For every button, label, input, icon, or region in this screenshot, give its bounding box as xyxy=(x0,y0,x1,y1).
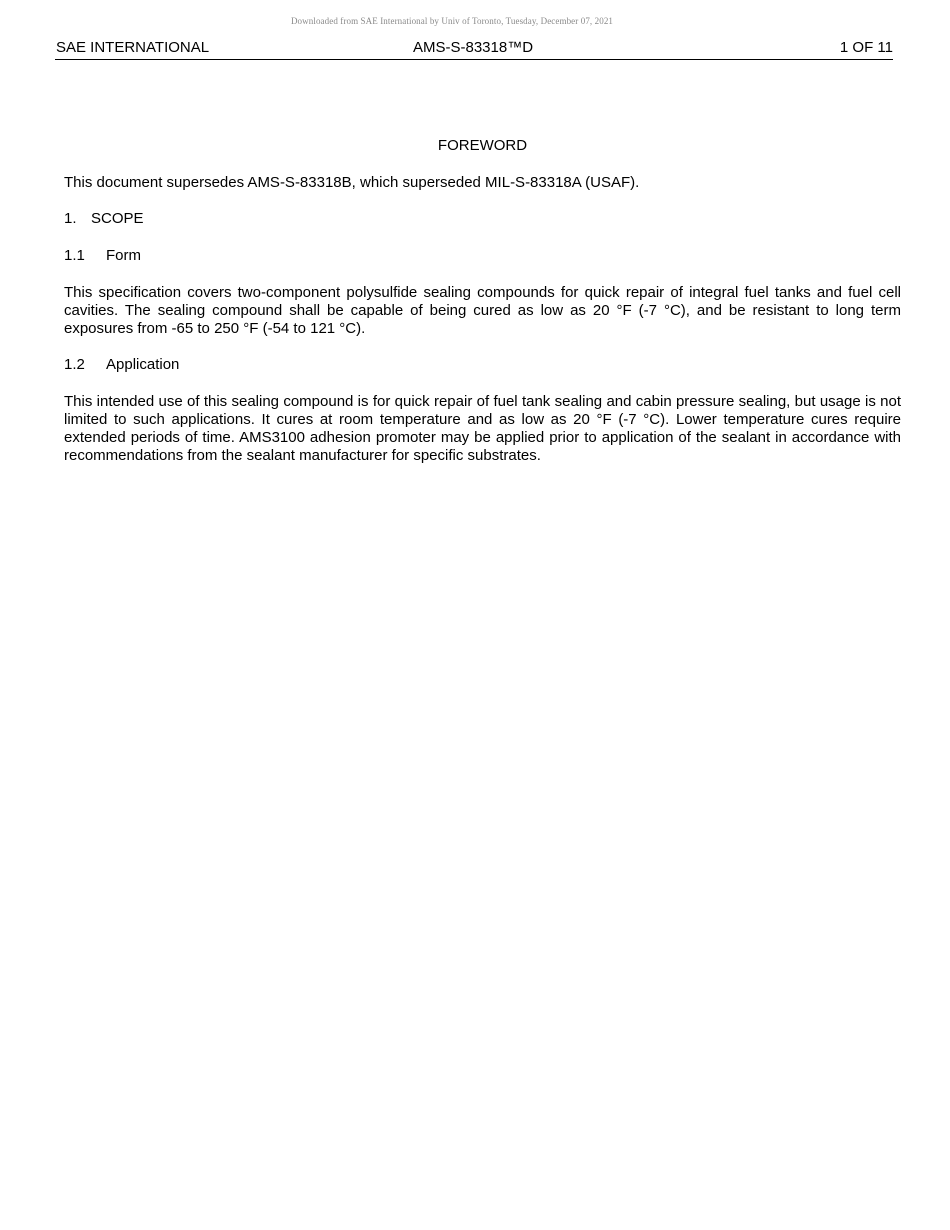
section-number: 1.2 xyxy=(64,356,85,373)
document-body xyxy=(64,137,901,483)
foreword-title: FOREWORD xyxy=(437,137,528,154)
section-application-heading xyxy=(64,356,901,374)
document-number: AMS-S-83318™D xyxy=(413,39,534,56)
download-watermark: Downloaded from SAE International by Univ of Toronto, Tuesday, December 07, 2021 xyxy=(290,16,614,26)
section-form-heading xyxy=(64,247,901,265)
page-header xyxy=(55,38,893,60)
section-title: Form xyxy=(106,247,141,264)
section-number: 1. xyxy=(64,210,77,227)
foreword-paragraph: This document supersedes AMS-S-83318B, which superseded MIL-S-83318A (USAF). xyxy=(64,174,640,191)
application-paragraph: This intended use of this sealing compound is for quick repair of fuel tank sealing and cabin pressure sealing, but usage is not limited to such applications. It cures at room temperature and as low as 20 °F (-7 °C). Lower temperature cures require extended periods of time. AMS3100 adhesion promoter may be applied prior to application of the sealant in accordance with recommendations from the sealant manufacturer for specific substrates. xyxy=(64,393,901,464)
form-paragraph: This specification covers two-component polysulfide sealing compounds for quick repair of integral fuel tanks and fuel cell cavities. The sealing compound shall be capable of being cured as low as 20 °F (-7 °C), and be resistant to long term exposures from -65 to 250 °F (-54 to 121 °C). xyxy=(64,284,901,337)
publisher-name: SAE INTERNATIONAL xyxy=(56,39,210,56)
section-number: 1.1 xyxy=(64,247,85,264)
section-title: SCOPE xyxy=(91,210,144,227)
page-indicator: 1 OF 11 xyxy=(839,39,893,56)
section-title: Application xyxy=(106,356,180,373)
section-scope-heading xyxy=(64,210,901,228)
